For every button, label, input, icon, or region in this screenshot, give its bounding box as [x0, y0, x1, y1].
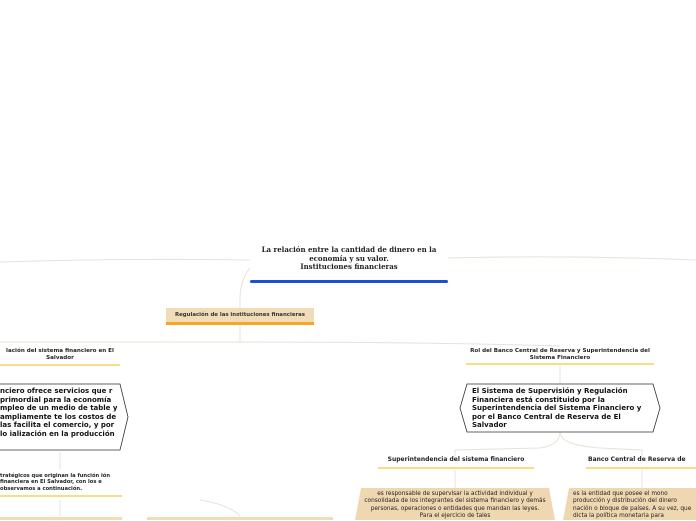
main-topic-label: Regulación de las instituciones financieras [175, 312, 305, 318]
banco-central-node-text[interactable]: es la entidad que posee el mono producción y distribución del dinero nación o bloque de países. A su vez, que dicta la política monetaria para [573, 491, 692, 520]
root-title-line2: Instituciones financieras [300, 262, 398, 271]
superintendencia-label[interactable]: Superintendencia del sistema financiero [387, 456, 525, 463]
banco-central-underline [586, 467, 696, 469]
right-branch-heading[interactable]: Rol del Banco Central de Reserva y Superintendencia del Sistema Financiero [470, 348, 650, 361]
superintendencia-node-text[interactable]: es responsable de supervisar la actividad individual y consolidada de los integrantes del sistema financiero y demás personas, operaciones o entidades que mandan las leyes. Para el ejercicio de tales [364, 491, 546, 520]
left-branch-underline [0, 364, 120, 366]
left-hex-node-text[interactable]: nciero ofrece servicios que r primordial para la economía mpleo de un medio de table y ampliamente te los costos de las facilita el comercio, y por lo ialización en la producción [0, 387, 118, 438]
left-sub-text[interactable]: tratégicos que originan la función ión financiera en El Salvador, con los e observamos a continuación. [0, 473, 111, 492]
main-topic-regulacion[interactable] [166, 308, 314, 325]
banco-central-label[interactable]: Banco Central de Reserva de [588, 456, 686, 463]
left-branch-heading[interactable]: lación del sistema financiero en El Salvador [6, 348, 114, 361]
right-hex-node-text[interactable]: El Sistema de Supervisión y Regulación Financiera está constituido por la Superintendencia del Sistema Financiero y por el Banco Central de Reserva de El Salvador [472, 387, 642, 430]
superintendencia-underline [378, 467, 534, 469]
root-topic-underline [250, 280, 448, 283]
root-topic-title[interactable] [250, 246, 448, 272]
right-branch-underline [466, 363, 654, 365]
root-title-line1: La relación entre la cantidad de dinero en la economía y su valor. [261, 245, 437, 263]
left-sub-underline [0, 495, 122, 497]
